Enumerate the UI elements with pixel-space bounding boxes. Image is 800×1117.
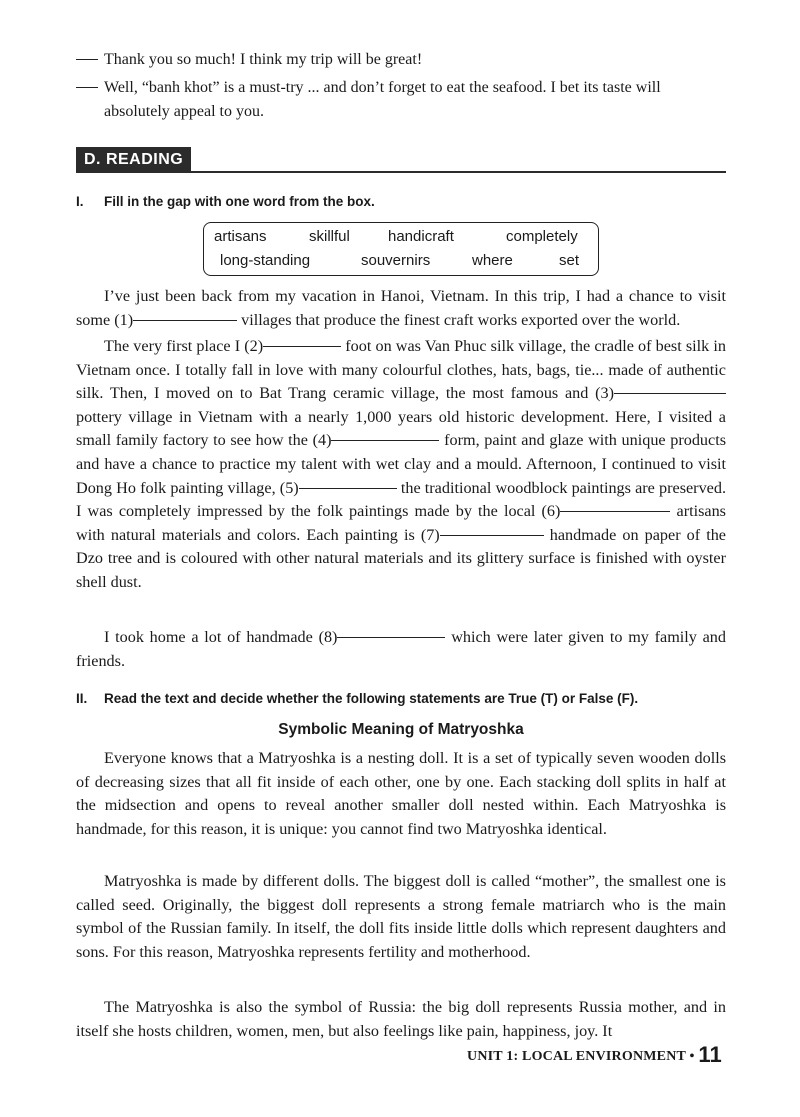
section-heading: D. READING: [76, 147, 191, 173]
word-option: long-standing: [220, 252, 311, 269]
word-option: skillful: [309, 228, 350, 245]
gap-3[interactable]: [614, 392, 726, 394]
dialogue-line-2-cont: absolutely appeal to you.: [104, 103, 264, 120]
word-option: souvernirs: [361, 252, 431, 269]
answer-blank[interactable]: [76, 87, 98, 88]
reading-paragraph-2: Matryoshka is made by different dolls. The biggest doll is called “mother”, the smallest one is called seed. Originally, the biggest doll represents a strong female matriarch who is the main symbol of the Russian family. In itself, the doll fits inside little dolls which represent daughters and sons. For this reason, Matryoshka represents fertility and motherhood.: [76, 872, 726, 961]
unit-label: UNIT 1: LOCAL ENVIRONMENT •: [467, 1049, 695, 1064]
word-option: set: [559, 252, 580, 269]
part1-paragraph-3: I took home a lot of handmade (8) which were later given to my family and friends.: [76, 628, 726, 670]
gap-2[interactable]: [263, 345, 341, 347]
gap-6[interactable]: [560, 510, 670, 512]
part1-instruction: I. Fill in the gap with one word from the box.: [76, 194, 375, 209]
word-box: [203, 222, 599, 276]
gap-5[interactable]: [299, 487, 397, 489]
dialogue-line-1: Thank you so much! I think my trip will be great!: [76, 48, 422, 72]
gap-8[interactable]: [337, 636, 445, 638]
reading-paragraph-3: The Matryoshka is also the symbol of Russia: the big doll represents Russia mother, and in itself she hosts children, women, men, but also feelings like pain, happiness, joy. It: [76, 998, 726, 1040]
word-option: completely: [506, 228, 578, 245]
word-option: where: [472, 252, 513, 269]
word-option: handicraft: [388, 228, 454, 245]
answer-blank[interactable]: [76, 59, 98, 60]
gap-1[interactable]: [133, 319, 237, 321]
page-number: 11: [698, 1042, 722, 1067]
gap-7[interactable]: [440, 534, 544, 536]
word-option: artisans: [214, 228, 267, 245]
part1-paragraph-2: The very first place I (2) foot on was Van Phuc silk village, the cradle of best silk in Vietnam once. I totally fall in love with many colourful clothes, hats, bags, tie... made of authentic silk. Then, I moved on to Bat Trang ceramic village, the most famous and (3) pottery village in Vietnam with a nearly 1,000 years old historic development. Here, I visited a small family factory to see how the (4) form, paint and glaze with unique products and have a chance to practice my talent with wet clay and a mould. Afternoon, I continued to visit Dong Ho folk painting village, (5) the traditional woodblock paintings are preserved. I was completely impressed by the folk paintings made by the local (6) artisans with natural materials and colors. Each painting is (7) handmade on paper of the Dzo tree and is coloured with other natural materials and its glittery surface is finished with oyster shell dust.: [76, 337, 726, 591]
section-divider: [76, 171, 726, 173]
part1-paragraph-1: I’ve just been back from my vacation in Hanoi, Vietnam. In this trip, I had a chance to visit some (1) villages that produce the finest craft works exported over the world.: [76, 287, 726, 329]
page-footer: [467, 1042, 722, 1068]
part2-instruction: II. Read the text and decide whether the following statements are True (T) or False (F).: [76, 691, 639, 706]
reading-paragraph-1: Everyone knows that a Matryoshka is a nesting doll. It is a set of typically seven wooden dolls of decreasing sizes that all fit inside of each other, one by one. Each stacking doll splits in half at the midsection and opens to reveal another smaller doll nested within. Each Matryoshka is handmade, for this reason, it is unique: you cannot find two Matryoshka identical.: [76, 749, 726, 838]
dialogue-line-2: Well, “banh khot” is a must-try ... and don’t forget to eat the seafood. I bet its taste will: [76, 76, 726, 100]
gap-4[interactable]: [331, 439, 439, 441]
reading-title: Symbolic Meaning of Matryoshka: [278, 721, 524, 738]
